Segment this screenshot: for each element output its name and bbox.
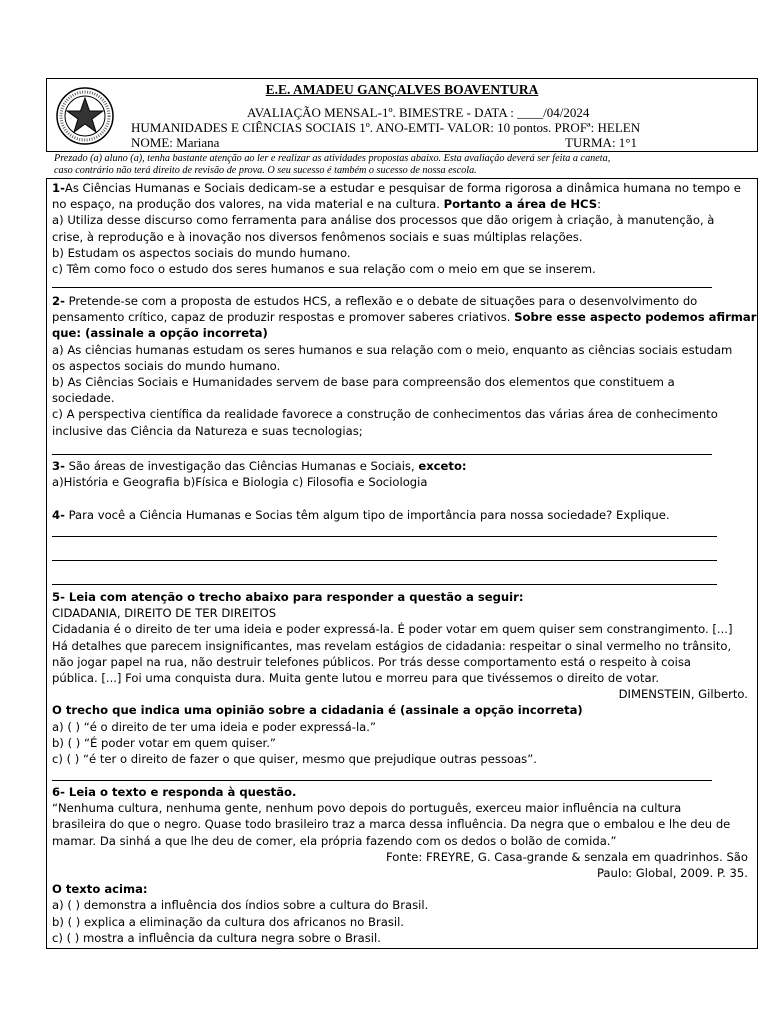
options-row: a)História e Geografia b)Física e Biologia c) Filosofia e Sociologia xyxy=(52,475,428,490)
answer-line[interactable] xyxy=(52,560,717,561)
option-c-cont: inclusive das Ciência da Natureza e suas tecnologias; xyxy=(52,423,363,438)
exam-title: AVALIAÇÃO MENSAL-1º. BIMESTRE - DATA : ____/04/2024 xyxy=(247,105,590,120)
answer-line[interactable] xyxy=(52,536,717,537)
text-line: brasileira do que o negro. Quase todo brasileiro traz a marca dessa influência. Da negra que o embalou e lhe deu de xyxy=(52,817,731,832)
question-emphasis: exceto: xyxy=(418,459,467,473)
option-c: c) ( ) mostra a influência da cultura negra sobre o Brasil. xyxy=(52,930,381,945)
school-name: E.E. AMADEU GANÇALVES BOAVENTURA xyxy=(265,82,539,97)
notice-line: Prezado (a) aluno (a), tenha bastante atenção ao ler e realizar as atividades propostas abaixo. Esta avaliação deverá ser feita a caneta, xyxy=(54,153,611,164)
question-heading: Leia o texto e responda à questão. xyxy=(64,785,297,799)
text-line: não jogar papel na rua, não destruir telefones públicos. Por trás desse comportamento está o respeito à coisa xyxy=(52,654,691,669)
question-number: 4- xyxy=(52,508,65,522)
question-heading: Leia com atenção o trecho abaixo para responder a questão a seguir: xyxy=(64,590,524,604)
notice-line: caso contrário não terá direito de revisão de prova. O seu sucesso é também o sucesso de nossa escola. xyxy=(54,164,477,176)
answer-line[interactable] xyxy=(52,584,717,585)
option-c: c) Têm como foco o estudo dos seres humanos e sua relação com o meio em que se inserem. xyxy=(52,262,596,277)
text-source: Fonte: FREYRE, G. Casa-grande & senzala em quadrinhos. São xyxy=(386,849,748,864)
question-number: 3- xyxy=(52,459,65,473)
exam-header xyxy=(46,78,758,152)
question-3 xyxy=(52,458,752,490)
question-number: 2- xyxy=(52,294,65,308)
divider xyxy=(52,454,712,455)
divider xyxy=(52,287,712,288)
option-a: a) ( ) demonstra a influência dos índios sobre a cultura do Brasil. xyxy=(52,898,429,913)
option-b: b) Estudam os aspectos sociais do mundo humano. xyxy=(52,245,351,260)
text-author: DIMENSTEIN, Gilberto. xyxy=(618,687,748,702)
text-line: pública. [...] Foi uma conquista dura. Muita gente lutou e morreu para que tivéssemos o direito de votar. xyxy=(52,671,660,686)
option-a: a) Utiliza desse discurso como ferramenta para análise dos processos que dão origem à criação, à manutenção, à xyxy=(52,213,715,228)
question-number: 1- xyxy=(52,181,65,195)
exam-notice xyxy=(54,153,754,176)
question-emphasis: Portanto a área de HCS xyxy=(443,197,598,212)
option-a: a) ( ) “é o direito de ter uma ideia e poder expressá-la.” xyxy=(52,719,376,734)
student-name: NOME: Mariana xyxy=(131,135,220,150)
text-line: “Nenhuma cultura, nenhuma gente, nenhum povo depois do português, exerceu maior influência na cultura xyxy=(52,801,682,816)
text-line: Cidadania é o direito de ter uma ideia e poder expressá-la. É poder votar em quem quiser sem constrangimento. [...] xyxy=(52,622,733,637)
question-emphasis: Sobre esse aspecto podemos afirmar xyxy=(514,310,757,325)
question-text: São áreas de investigação das Ciências Humanas e Sociais, xyxy=(64,459,419,473)
question-emphasis: que: (assinale a opção incorreta) xyxy=(52,326,268,341)
text-line: mamar. Da sinhá a que lhe deu de comer, ela própria fazendo com os dedos o bolão de comida.” xyxy=(52,833,617,848)
question-text: Pretende-se com a proposta de estudos HCS, a reflexão e o debate de situações para o desenvolvimento do xyxy=(64,294,698,308)
option-c: c) A perspectiva científica da realidade favorece a construção de conhecimentos das várias área de conhecimento xyxy=(52,407,718,422)
option-b: b) ( ) “É poder votar em quem quiser.” xyxy=(52,735,276,750)
exam-subject: HUMANIDADES E CIÊNCIAS SOCIAIS 1º. ANO-EMTI- VALOR: 10 pontos. PROFª: HELEN xyxy=(131,120,641,135)
option-a: a) As ciências humanas estudam os seres humanos e sua relação com o meio, enquanto as ciências sociais estudam xyxy=(52,342,733,357)
question-text: : xyxy=(597,197,602,212)
text-line: Há detalhes que parecem insignificantes, mas revelam estágios de cidadania: respeitar o sinal vermelho no trânsito, xyxy=(52,638,732,653)
question-1 xyxy=(52,180,752,277)
question-number: 5- xyxy=(52,590,65,604)
question-text: pensamento crítico, capaz de produzir respostas e promover saberes criativos. xyxy=(52,310,515,325)
question-6 xyxy=(52,784,752,946)
text-title: CIDADANIA, DIREITO DE TER DIREITOS xyxy=(52,606,277,621)
option-a-cont: os aspectos sociais do mundo humano. xyxy=(52,358,281,373)
option-b: b) As Ciências Sociais e Humanidades servem de base para compreensão dos elementos que constituem a xyxy=(52,375,675,390)
student-class: TURMA: 1°1 xyxy=(565,135,638,150)
question-prompt: O trecho que indica uma opinião sobre a cidadania é (assinale a opção incorreta) xyxy=(52,703,583,718)
option-c: c) ( ) “é ter o direito de fazer o que quiser, mesmo que prejudique outras pessoas”. xyxy=(52,752,537,767)
question-5 xyxy=(52,589,752,767)
divider xyxy=(52,780,712,781)
question-2 xyxy=(52,293,757,439)
option-b: b) ( ) explica a eliminação da cultura dos africanos no Brasil. xyxy=(52,914,404,929)
question-text: no espaço, na produção dos valores, na vida material e na cultura. xyxy=(52,197,444,212)
exam-body xyxy=(46,178,758,949)
text-source: Paulo: Global, 2009. P. 35. xyxy=(596,866,748,881)
question-prompt: O texto acima: xyxy=(52,882,148,897)
question-4 xyxy=(52,507,752,523)
question-number: 6- xyxy=(52,785,65,799)
question-text: As Ciências Humanas e Sociais dedicam-se a estudar e pesquisar de forma rigorosa a dinâmica humana no tempo e xyxy=(64,181,741,195)
option-a-cont: crise, à reprodução e à inovação nos diversos fenômenos sociais e suas múltiplas relações. xyxy=(52,229,583,244)
option-b-cont: sociedade. xyxy=(52,391,115,406)
question-text: Para você a Ciência Humanas e Socias têm algum tipo de importância para nossa sociedade? Explique. xyxy=(64,508,670,522)
